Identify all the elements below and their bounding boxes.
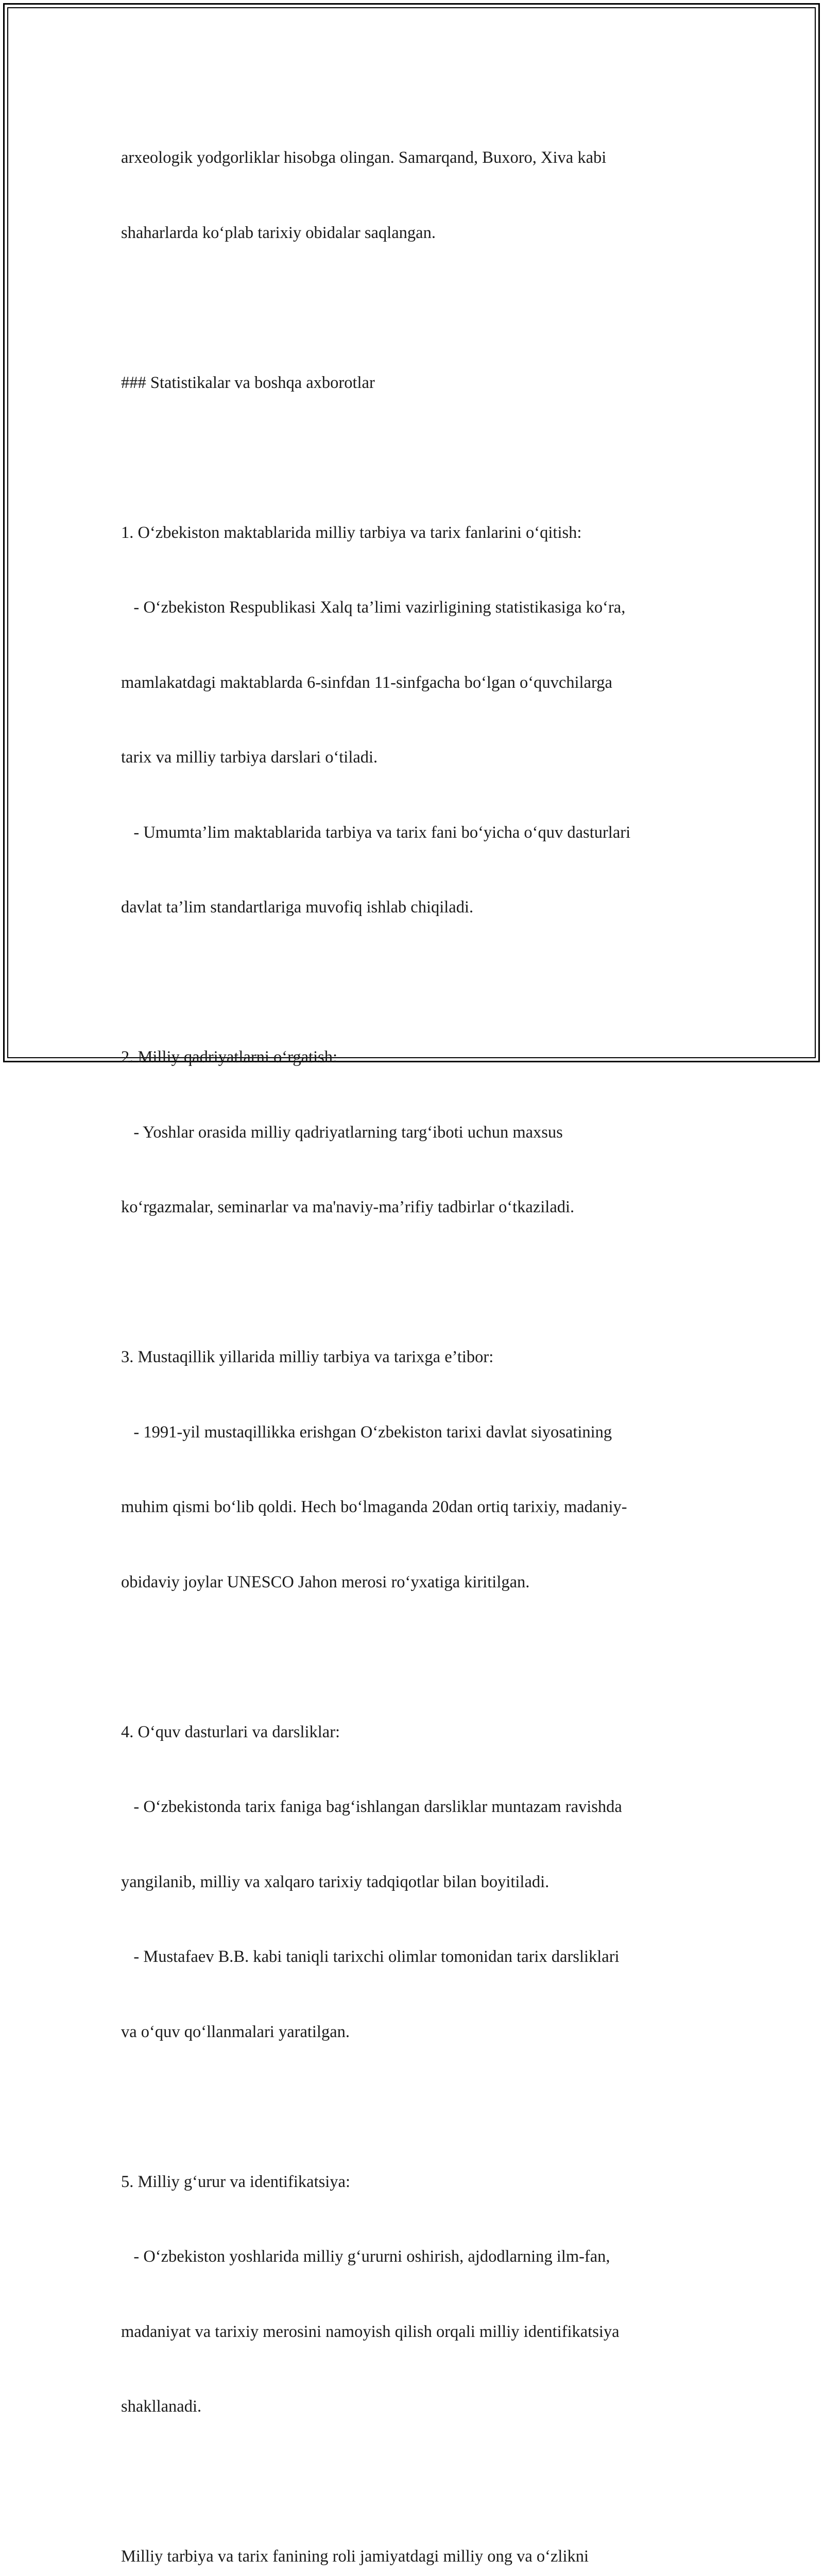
blank-line [121,2469,713,2495]
text-line: - O‘zbekiston yoshlarida milliy g‘ururni oshirish, ajdodlarning ilm-fan, [121,2247,610,2266]
text-line: - Mustafaev B.B. kabi taniqli tarixchi olimlar tomonidan tarix darsliklari [121,1947,620,1966]
text-line: ko‘rgazmalar, seminarlar va ma'naviy-ma’rifiy tadbirlar o‘tkaziladi. [121,1198,575,1216]
text-line: - 1991-yil mustaqillikka erishgan O‘zbekiston tarixi davlat siyosatining [121,1422,612,1442]
text-line: yangilanib, milliy va xalqaro tarixiy tadqiqotlar bilan boyitiladi. [121,1872,550,1891]
text-line: va o‘quv qo‘llanmalari yaratilgan. [121,2022,350,2041]
blank-line [121,1645,713,1670]
text-line: obidaviy joylar UNESCO Jahon merosi ro‘yxatiga kiritilgan. [121,1572,530,1591]
section-heading: ### Statistikalar va boshqa axborotlar [121,373,375,392]
text-line: tarix va milliy tarbiya darslari o‘tiladi. [121,748,378,767]
list-item-heading: 4. O‘quv dasturlari va darsliklar: [121,1722,340,1741]
text-line: - Umumta’lim maktablarida tarbiya va tarix fani bo‘yicha o‘quv dasturlari [121,823,631,842]
text-line: mamlakatdagi maktablarda 6-sinfdan 11-sinfgacha bo‘lgan o‘quvchilarga [121,673,612,692]
list-item-heading: 3. Mustaqillik yillarida milliy tarbiya va tarixga e’tibor: [121,1348,494,1366]
text-line: shakllanadi. [121,2397,202,2416]
text-line: - O‘zbekistonda tarix faniga bag‘ishlangan darsliklar muntazam ravishda [121,1798,622,1816]
blank-line [121,2094,713,2120]
list-item-heading: 5. Milliy g‘urur va identifikatsiya: [121,2172,350,2191]
text-line: - O‘zbekiston Respublikasi Xalq ta’limi vazirligining statistikasiga ko‘ra, [121,598,626,617]
blank-line [121,1270,713,1295]
text-line: davlat ta’lim standartlariga muvofiq ishlab chiqiladi. [121,898,474,917]
blank-line [121,295,713,320]
text-line: muhim qismi bo‘lib qoldi. Hech bo‘lmaganda 20dan ortiq tarixiy, madaniy- [121,1498,627,1516]
text-line: shaharlarda ko‘plab tarixiy obidalar saqlangan. [121,223,436,242]
text-line: arxeologik yodgorliklar hisobga olingan. Samarqand, Buxoro, Xiva kabi [121,148,607,167]
list-item-heading: 2. Milliy qadriyatlarni o‘rgatish: [121,1048,338,1066]
text-line: - Yoshlar orasida milliy qadriyatlarning targ‘iboti uchun maxsus [121,1123,563,1142]
blank-line [121,970,713,995]
conclusion-line: Milliy tarbiya va tarix fanining roli jamiyatdagi milliy ong va o‘zlikni [121,2547,589,2566]
list-item-heading: 1. O‘zbekiston maktablarida milliy tarbiya va tarix fanlarini o‘qitish: [121,523,582,542]
document-body [121,95,713,2576]
blank-line [121,445,713,470]
text-line: madaniyat va tarixiy merosini namoyish qilish orqali milliy identifikatsiya [121,2322,620,2341]
